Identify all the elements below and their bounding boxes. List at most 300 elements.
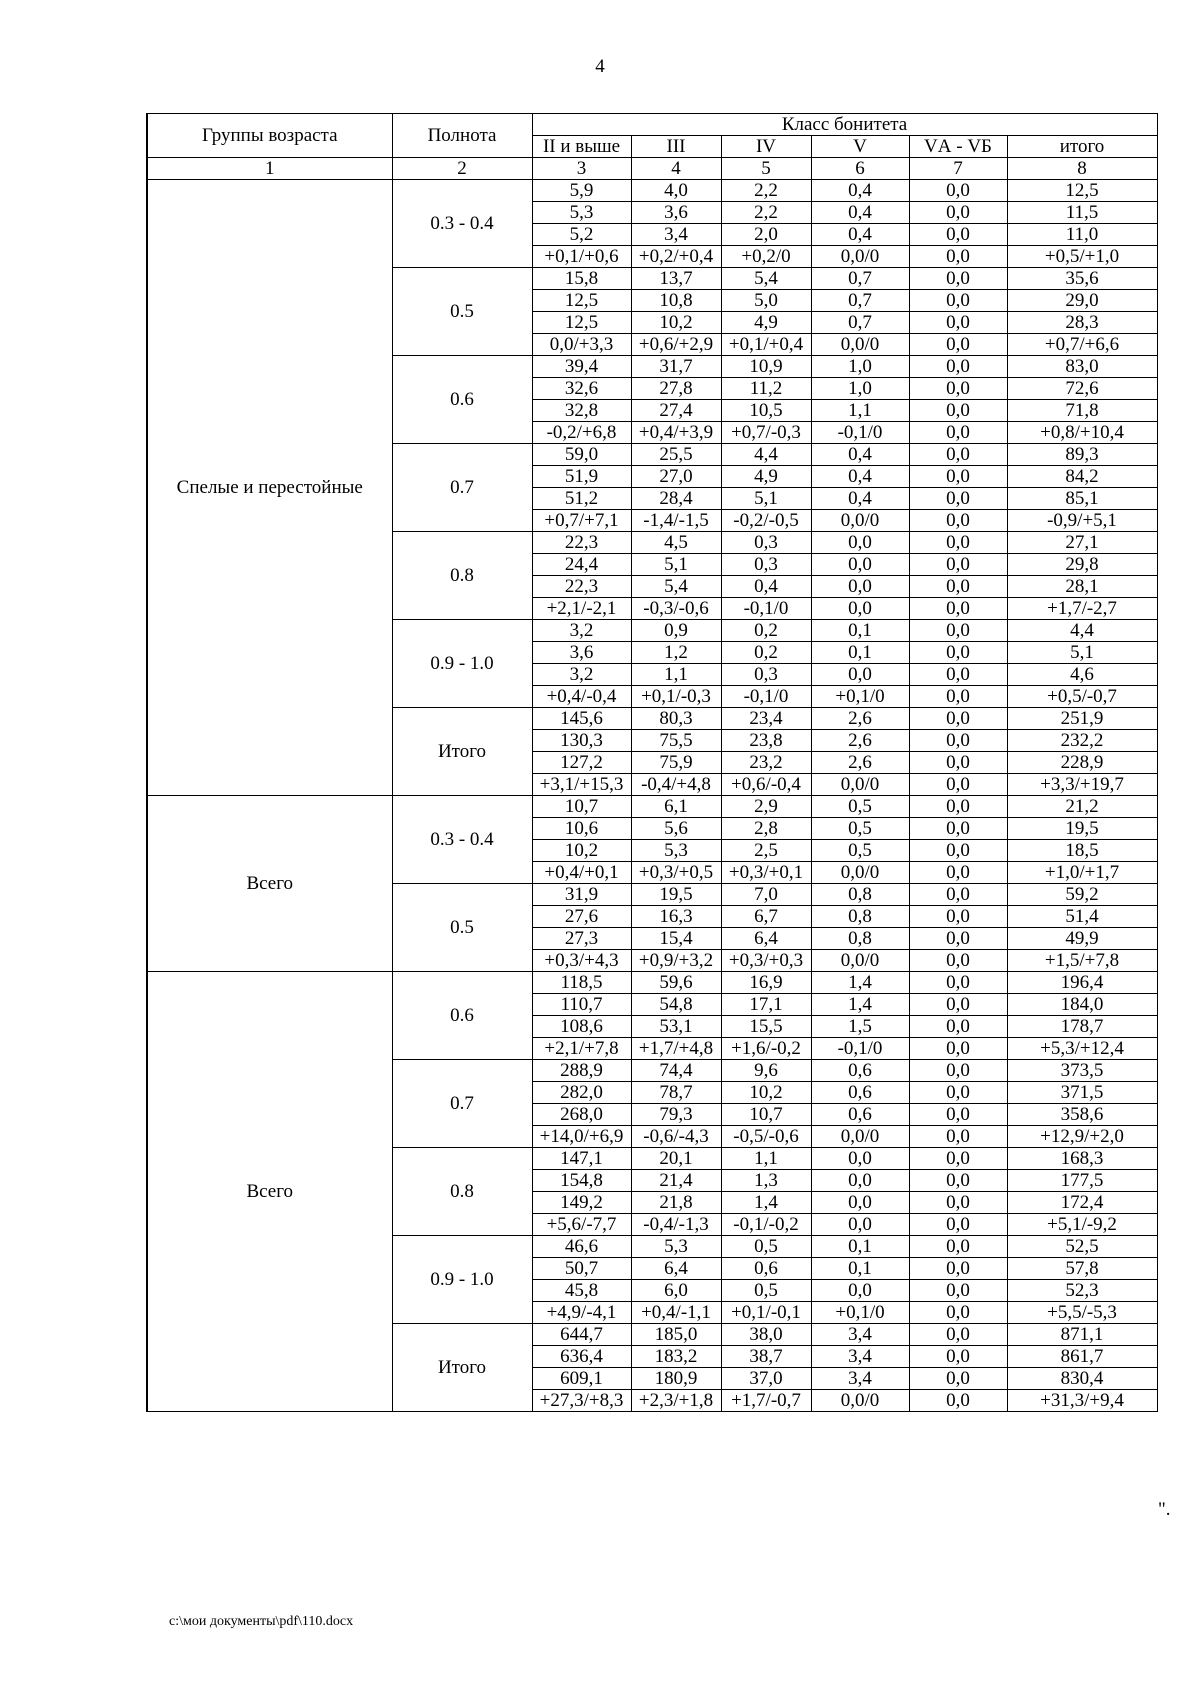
value-cell: 5,1 [631, 554, 721, 576]
value-cell: 0,0 [811, 576, 909, 598]
density-cell: 0.7 [392, 1060, 532, 1148]
value-cell: 110,7 [532, 994, 631, 1016]
value-cell: 0,0 [909, 972, 1007, 994]
value-cell: 0,4 [721, 576, 811, 598]
value-cell: 0,0 [909, 730, 1007, 752]
value-cell: 27,1 [1007, 532, 1157, 554]
density-cell: 0.5 [392, 884, 532, 972]
value-cell: 0,0/0 [811, 334, 909, 356]
value-cell: 108,6 [532, 1016, 631, 1038]
value-cell: 51,9 [532, 466, 631, 488]
value-cell: 49,9 [1007, 928, 1157, 950]
value-cell: 27,3 [532, 928, 631, 950]
value-cell: 3,4 [811, 1324, 909, 1346]
header-density: Полнота [392, 114, 532, 158]
value-cell: 0,0/0 [811, 950, 909, 972]
value-cell: +0,3/+0,3 [721, 950, 811, 972]
value-cell: 51,4 [1007, 906, 1157, 928]
value-cell: 3,6 [532, 642, 631, 664]
value-cell: 4,0 [631, 180, 721, 202]
column-number: 5 [721, 158, 811, 180]
value-cell: +3,3/+19,7 [1007, 774, 1157, 796]
value-cell: +0,4/-0,4 [532, 686, 631, 708]
value-cell: 0,0 [909, 180, 1007, 202]
value-cell: 2,6 [811, 752, 909, 774]
value-cell: 0,0 [811, 1214, 909, 1236]
value-cell: 0,2 [721, 620, 811, 642]
value-cell: 4,4 [1007, 620, 1157, 642]
density-cell: 0.7 [392, 444, 532, 532]
value-cell: 1,1 [631, 664, 721, 686]
density-cell: 0.5 [392, 268, 532, 356]
value-cell: 10,2 [631, 312, 721, 334]
value-cell: 196,4 [1007, 972, 1157, 994]
value-cell: 0,0 [909, 752, 1007, 774]
value-cell: 183,2 [631, 1346, 721, 1368]
value-cell: 16,3 [631, 906, 721, 928]
value-cell: 10,8 [631, 290, 721, 312]
value-cell: 6,4 [721, 928, 811, 950]
value-cell: 15,5 [721, 1016, 811, 1038]
value-cell: +0,4/-1,1 [631, 1302, 721, 1324]
value-cell: +0,3/+0,5 [631, 862, 721, 884]
value-cell: 0,0 [909, 1346, 1007, 1368]
value-cell: 51,2 [532, 488, 631, 510]
value-cell: 80,3 [631, 708, 721, 730]
value-cell: 0,0 [811, 532, 909, 554]
value-cell: 0,0 [909, 1170, 1007, 1192]
value-cell: 5,4 [631, 576, 721, 598]
value-cell: 5,4 [721, 268, 811, 290]
value-cell: 0,1 [811, 1236, 909, 1258]
value-cell: 0,6 [811, 1104, 909, 1126]
value-cell: 46,6 [532, 1236, 631, 1258]
value-cell: 23,4 [721, 708, 811, 730]
value-cell: 3,4 [811, 1368, 909, 1390]
value-cell: 145,6 [532, 708, 631, 730]
header-class-col: IV [721, 136, 811, 158]
value-cell: 31,7 [631, 356, 721, 378]
value-cell: 0,0 [909, 818, 1007, 840]
value-cell: 10,9 [721, 356, 811, 378]
value-cell: 2,8 [721, 818, 811, 840]
density-cell: 0.3 - 0.4 [392, 180, 532, 268]
value-cell: 5,6 [631, 818, 721, 840]
value-cell: 15,4 [631, 928, 721, 950]
value-cell: 89,3 [1007, 444, 1157, 466]
value-cell: 4,9 [721, 312, 811, 334]
value-cell: 13,7 [631, 268, 721, 290]
value-cell: 38,0 [721, 1324, 811, 1346]
value-cell: 180,9 [631, 1368, 721, 1390]
value-cell: 0,0 [909, 510, 1007, 532]
bonitet-table [146, 113, 1158, 1412]
value-cell: 59,6 [631, 972, 721, 994]
value-cell: +1,5/+7,8 [1007, 950, 1157, 972]
value-cell: 0,0 [909, 1060, 1007, 1082]
value-cell: 0,0 [909, 1324, 1007, 1346]
value-cell: 27,0 [631, 466, 721, 488]
value-cell: 28,3 [1007, 312, 1157, 334]
value-cell: 0,0 [909, 708, 1007, 730]
value-cell: 609,1 [532, 1368, 631, 1390]
value-cell: 0,5 [721, 1236, 811, 1258]
value-cell: +31,3/+9,4 [1007, 1390, 1157, 1412]
value-cell: 15,8 [532, 268, 631, 290]
value-cell: 149,2 [532, 1192, 631, 1214]
header-class-col: II и выше [532, 136, 631, 158]
closing-quote: ". [1158, 1499, 1171, 1520]
value-cell: -0,1/0 [721, 686, 811, 708]
value-cell: 0,6 [811, 1082, 909, 1104]
value-cell: 0,4 [811, 202, 909, 224]
value-cell: 861,7 [1007, 1346, 1157, 1368]
value-cell: 0,8 [811, 884, 909, 906]
value-cell: 0,2 [721, 642, 811, 664]
value-cell: 2,9 [721, 796, 811, 818]
value-cell: +0,6/+2,9 [631, 334, 721, 356]
value-cell: +0,7/+7,1 [532, 510, 631, 532]
value-cell: 27,8 [631, 378, 721, 400]
value-cell: 12,5 [1007, 180, 1157, 202]
value-cell: 52,5 [1007, 1236, 1157, 1258]
value-cell: 0,4 [811, 466, 909, 488]
value-cell: +0,1/+0,4 [721, 334, 811, 356]
value-cell: 75,9 [631, 752, 721, 774]
value-cell: -0,1/0 [721, 598, 811, 620]
value-cell: 9,6 [721, 1060, 811, 1082]
value-cell: +0,7/+6,6 [1007, 334, 1157, 356]
value-cell: 23,8 [721, 730, 811, 752]
value-cell: +2,3/+1,8 [631, 1390, 721, 1412]
header-class-col: итого [1007, 136, 1157, 158]
value-cell: 17,1 [721, 994, 811, 1016]
value-cell: 0,0/0 [811, 510, 909, 532]
value-cell: 10,5 [721, 400, 811, 422]
table-container [146, 113, 1158, 1412]
value-cell: 0,0 [909, 1038, 1007, 1060]
value-cell: -0,6/-4,3 [631, 1126, 721, 1148]
value-cell: 1,0 [811, 356, 909, 378]
value-cell: 644,7 [532, 1324, 631, 1346]
value-cell: 10,7 [532, 796, 631, 818]
table-row [147, 180, 1157, 202]
column-number: 6 [811, 158, 909, 180]
value-cell: -0,2/-0,5 [721, 510, 811, 532]
value-cell: 0,0 [909, 1016, 1007, 1038]
value-cell: 35,6 [1007, 268, 1157, 290]
value-cell: 28,4 [631, 488, 721, 510]
value-cell: 7,0 [721, 884, 811, 906]
value-cell: -0,1/0 [811, 422, 909, 444]
age-group-cell: Всего [147, 972, 392, 1412]
value-cell: 53,1 [631, 1016, 721, 1038]
value-cell: 84,2 [1007, 466, 1157, 488]
value-cell: 358,6 [1007, 1104, 1157, 1126]
value-cell: 72,6 [1007, 378, 1157, 400]
column-number: 3 [532, 158, 631, 180]
value-cell: 0,0 [811, 1170, 909, 1192]
value-cell: 0,0 [909, 642, 1007, 664]
value-cell: +1,6/-0,2 [721, 1038, 811, 1060]
value-cell: 2,5 [721, 840, 811, 862]
value-cell: 0,0 [909, 1280, 1007, 1302]
value-cell: 1,1 [811, 400, 909, 422]
value-cell: 0,0 [811, 554, 909, 576]
value-cell: 10,7 [721, 1104, 811, 1126]
value-cell: 154,8 [532, 1170, 631, 1192]
value-cell: 78,7 [631, 1082, 721, 1104]
value-cell: 0,0 [909, 1236, 1007, 1258]
value-cell: +0,3/+4,3 [532, 950, 631, 972]
value-cell: 1,3 [721, 1170, 811, 1192]
density-cell: 0.6 [392, 972, 532, 1060]
value-cell: -0,2/+6,8 [532, 422, 631, 444]
value-cell: 79,3 [631, 1104, 721, 1126]
value-cell: 1,4 [811, 972, 909, 994]
value-cell: 12,5 [532, 312, 631, 334]
value-cell: 0,0 [909, 884, 1007, 906]
value-cell: 0,4 [811, 488, 909, 510]
value-cell: 0,0 [909, 1258, 1007, 1280]
value-cell: 6,1 [631, 796, 721, 818]
value-cell: 0,0 [909, 312, 1007, 334]
value-cell: 0,0 [909, 202, 1007, 224]
value-cell: 74,4 [631, 1060, 721, 1082]
value-cell: 4,5 [631, 532, 721, 554]
value-cell: +12,9/+2,0 [1007, 1126, 1157, 1148]
value-cell: 0,0 [909, 1192, 1007, 1214]
value-cell: 251,9 [1007, 708, 1157, 730]
value-cell: 0,0/0 [811, 1126, 909, 1148]
value-cell: +5,6/-7,7 [532, 1214, 631, 1236]
value-cell: 18,5 [1007, 840, 1157, 862]
value-cell: 1,4 [811, 994, 909, 1016]
value-cell: 0,6 [811, 1060, 909, 1082]
value-cell: +27,3/+8,3 [532, 1390, 631, 1412]
value-cell: +5,1/-9,2 [1007, 1214, 1157, 1236]
value-cell: 85,1 [1007, 488, 1157, 510]
value-cell: 71,8 [1007, 400, 1157, 422]
value-cell: 0,3 [721, 664, 811, 686]
value-cell: 4,4 [721, 444, 811, 466]
value-cell: 0,0 [811, 664, 909, 686]
value-cell: 39,4 [532, 356, 631, 378]
value-cell: -0,1/-0,2 [721, 1214, 811, 1236]
value-cell: 0,0 [909, 532, 1007, 554]
value-cell: 0,0 [909, 1148, 1007, 1170]
value-cell: 3,4 [811, 1346, 909, 1368]
value-cell: 0,0 [909, 862, 1007, 884]
value-cell: +2,1/-2,1 [532, 598, 631, 620]
value-cell: +0,8/+10,4 [1007, 422, 1157, 444]
value-cell: 1,4 [721, 1192, 811, 1214]
table-row [147, 972, 1157, 994]
value-cell: 232,2 [1007, 730, 1157, 752]
value-cell: 27,4 [631, 400, 721, 422]
value-cell: 0,7 [811, 290, 909, 312]
value-cell: 3,2 [532, 620, 631, 642]
value-cell: -0,4/-1,3 [631, 1214, 721, 1236]
value-cell: -0,3/-0,6 [631, 598, 721, 620]
value-cell: 3,4 [631, 224, 721, 246]
value-cell: -1,4/-1,5 [631, 510, 721, 532]
value-cell: +0,6/-0,4 [721, 774, 811, 796]
value-cell: +3,1/+15,3 [532, 774, 631, 796]
value-cell: 0,4 [811, 224, 909, 246]
value-cell: 31,9 [532, 884, 631, 906]
value-cell: +1,7/+4,8 [631, 1038, 721, 1060]
value-cell: 1,0 [811, 378, 909, 400]
value-cell: 0,7 [811, 312, 909, 334]
header-class-col: V [811, 136, 909, 158]
value-cell: 25,5 [631, 444, 721, 466]
density-cell: 0.8 [392, 1148, 532, 1236]
value-cell: 59,2 [1007, 884, 1157, 906]
column-number: 7 [909, 158, 1007, 180]
value-cell: -0,5/-0,6 [721, 1126, 811, 1148]
value-cell: 0,0 [909, 1126, 1007, 1148]
value-cell: 118,5 [532, 972, 631, 994]
value-cell: 0,0 [811, 1148, 909, 1170]
value-cell: +1,7/-2,7 [1007, 598, 1157, 620]
value-cell: 127,2 [532, 752, 631, 774]
value-cell: 5,3 [631, 1236, 721, 1258]
value-cell: 0,0 [909, 1302, 1007, 1324]
value-cell: 0,0 [909, 576, 1007, 598]
value-cell: 268,0 [532, 1104, 631, 1126]
value-cell: +0,5/+1,0 [1007, 246, 1157, 268]
footer-file-path: c:\мои документы\pdf\110.docx [169, 1614, 354, 1629]
value-cell: 19,5 [1007, 818, 1157, 840]
value-cell: 3,2 [532, 664, 631, 686]
value-cell: 5,3 [532, 202, 631, 224]
table-row [147, 796, 1157, 818]
value-cell: +0,1/-0,1 [721, 1302, 811, 1324]
value-cell: 0,0 [909, 1214, 1007, 1236]
value-cell: 23,2 [721, 752, 811, 774]
value-cell: 0,0 [909, 554, 1007, 576]
value-cell: +0,1/-0,3 [631, 686, 721, 708]
value-cell: 0,0 [909, 1368, 1007, 1390]
value-cell: 0,0 [909, 928, 1007, 950]
value-cell: 0,1 [811, 1258, 909, 1280]
value-cell: 16,9 [721, 972, 811, 994]
value-cell: 24,4 [532, 554, 631, 576]
value-cell: 0,0 [909, 422, 1007, 444]
value-cell: +1,7/-0,7 [721, 1390, 811, 1412]
value-cell: 0,8 [811, 928, 909, 950]
column-number: 8 [1007, 158, 1157, 180]
value-cell: 0,0 [909, 1082, 1007, 1104]
column-number: 1 [147, 158, 392, 180]
value-cell: 28,1 [1007, 576, 1157, 598]
value-cell: 5,3 [631, 840, 721, 862]
value-cell: +1,0/+1,7 [1007, 862, 1157, 884]
value-cell: 52,3 [1007, 1280, 1157, 1302]
value-cell: 184,0 [1007, 994, 1157, 1016]
value-cell: 0,0/0 [811, 774, 909, 796]
value-cell: 29,8 [1007, 554, 1157, 576]
value-cell: +0,1/+0,6 [532, 246, 631, 268]
value-cell: 54,8 [631, 994, 721, 1016]
header-age-group: Группы возраста [147, 114, 392, 158]
value-cell: 2,6 [811, 708, 909, 730]
value-cell: 10,2 [532, 840, 631, 862]
value-cell: 5,0 [721, 290, 811, 312]
value-cell: +0,9/+3,2 [631, 950, 721, 972]
value-cell: 1,2 [631, 642, 721, 664]
value-cell: 0,0 [909, 620, 1007, 642]
value-cell: 0,0 [811, 1280, 909, 1302]
value-cell: 0,0 [909, 664, 1007, 686]
header-class-col: III [631, 136, 721, 158]
value-cell: 282,0 [532, 1082, 631, 1104]
value-cell: -0,1/0 [811, 1038, 909, 1060]
value-cell: 4,9 [721, 466, 811, 488]
value-cell: 288,9 [532, 1060, 631, 1082]
value-cell: 0,5 [811, 840, 909, 862]
value-cell: +14,0/+6,9 [532, 1126, 631, 1148]
density-cell: Итого [392, 708, 532, 796]
value-cell: 168,3 [1007, 1148, 1157, 1170]
value-cell: 172,4 [1007, 1192, 1157, 1214]
value-cell: 59,0 [532, 444, 631, 466]
value-cell: 5,1 [721, 488, 811, 510]
value-cell: 57,8 [1007, 1258, 1157, 1280]
page-number: 4 [595, 56, 605, 77]
value-cell: 0,0 [909, 268, 1007, 290]
value-cell: 19,5 [631, 884, 721, 906]
value-cell: 0,0/0 [811, 1390, 909, 1412]
value-cell: 0,0 [909, 598, 1007, 620]
value-cell: 0,5 [811, 796, 909, 818]
value-cell: 0,1 [811, 642, 909, 664]
value-cell: +0,1/0 [811, 686, 909, 708]
value-cell: 0,0 [909, 774, 1007, 796]
value-cell: 0,0 [909, 290, 1007, 312]
density-cell: Итого [392, 1324, 532, 1412]
value-cell: 32,6 [532, 378, 631, 400]
value-cell: 0,6 [721, 1258, 811, 1280]
value-cell: 0,0 [909, 994, 1007, 1016]
value-cell: 0,0 [909, 840, 1007, 862]
value-cell: 38,7 [721, 1346, 811, 1368]
value-cell: 0,0 [909, 1104, 1007, 1126]
value-cell: 29,0 [1007, 290, 1157, 312]
value-cell: 0,0 [909, 950, 1007, 972]
value-cell: 5,9 [532, 180, 631, 202]
value-cell: 0,5 [721, 1280, 811, 1302]
value-cell: 0,0 [909, 1390, 1007, 1412]
value-cell: -0,4/+4,8 [631, 774, 721, 796]
value-cell: 147,1 [532, 1148, 631, 1170]
value-cell: 21,2 [1007, 796, 1157, 818]
density-cell: 0.8 [392, 532, 532, 620]
value-cell: 5,2 [532, 224, 631, 246]
value-cell: 83,0 [1007, 356, 1157, 378]
header-class-col: VА - VБ [909, 136, 1007, 158]
value-cell: 2,2 [721, 202, 811, 224]
value-cell: +2,1/+7,8 [532, 1038, 631, 1060]
column-number: 4 [631, 158, 721, 180]
value-cell: 130,3 [532, 730, 631, 752]
value-cell: +0,1/0 [811, 1302, 909, 1324]
value-cell: 0,0 [909, 246, 1007, 268]
value-cell: 0,0 [909, 466, 1007, 488]
value-cell: 11,5 [1007, 202, 1157, 224]
value-cell: 3,6 [631, 202, 721, 224]
